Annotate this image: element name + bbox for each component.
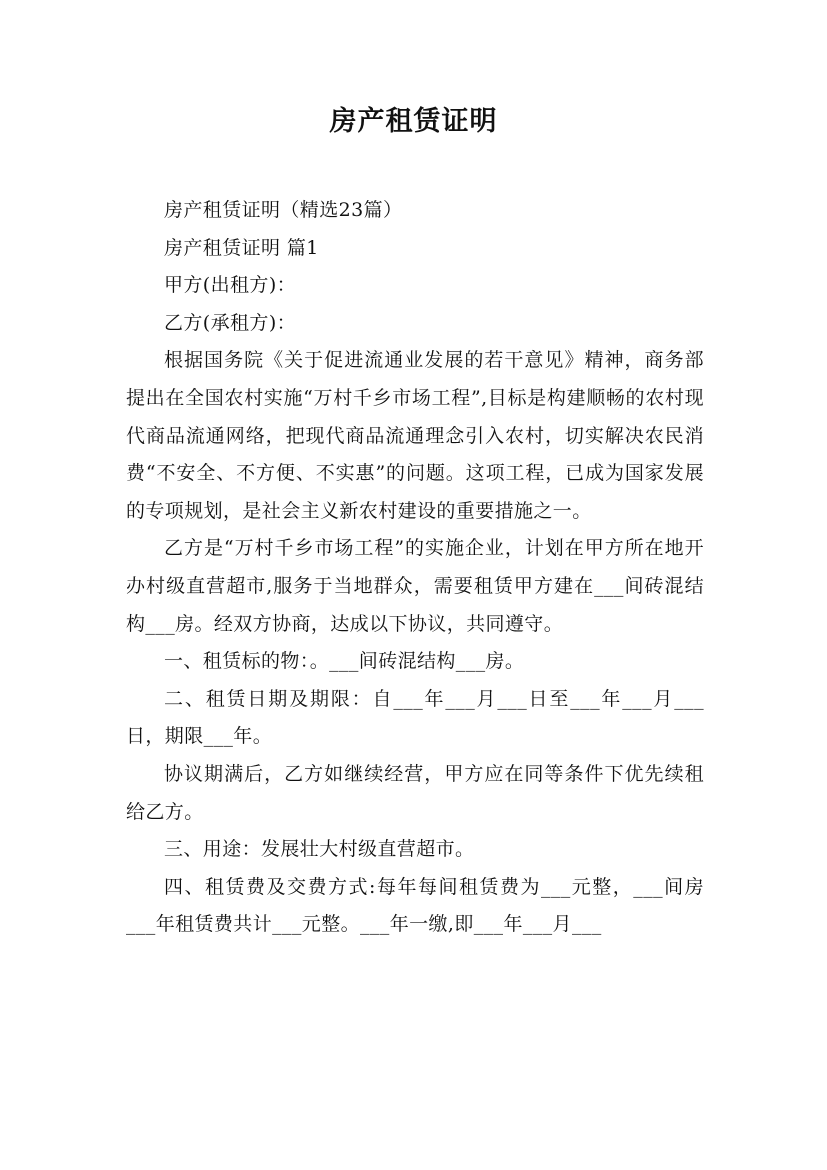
paragraph-section-heading: 房产租赁证明 篇1 <box>164 236 319 259</box>
paragraph-party-a: 甲方(出租方)： <box>164 274 297 297</box>
paragraph-clause-1: 一、租赁标的物：。___间砖混结构___房。 <box>164 650 525 673</box>
paragraph-renewal: 协议期满后，乙方如继续经营，甲方应在同等条件下优先续租给乙方。 <box>126 762 704 823</box>
paragraph-subtitle: 房产租赁证明（精选23篇） <box>164 199 403 221</box>
paragraph-background: 根据国务院《关于促进流通业发展的若干意见》精神，商务部提出在全国农村实施“万村千乡市场工程”,目标是构建顺畅的农村现代商品流通网络，把现代商品流通理念引入农村，切实解决农民消费“不安全、不方便、不实惠”的问题。这项工程，已成为国家发展的专项规划，是社会主义新农村建设的重要措施之一。 <box>126 349 704 522</box>
paragraph-clause-3: 三、用途：发展壮大村级直营超市。 <box>164 838 475 861</box>
document-body <box>126 192 704 944</box>
paragraph-purpose: 乙方是“万村千乡市场工程”的实施企业，计划在甲方所在地开办村级直营超市,服务于当地群众，需要租赁甲方建在___间砖混结构___房。经双方协商，达成以下协议，共同遵守。 <box>126 537 704 635</box>
paragraph-clause-2: 二、租赁日期及期限：自___年___月___日至___年___月___日，期限___年。 <box>126 687 704 748</box>
paragraph-party-b: 乙方(承租方)： <box>164 311 297 334</box>
document-title: 房产租赁证明 <box>329 106 498 137</box>
paragraph-clause-4: 四、租赁费及交费方式:每年每间租赁费为___元整，___间房___年租赁费共计___元整。___年一缴,即___年___月___ <box>126 875 704 936</box>
